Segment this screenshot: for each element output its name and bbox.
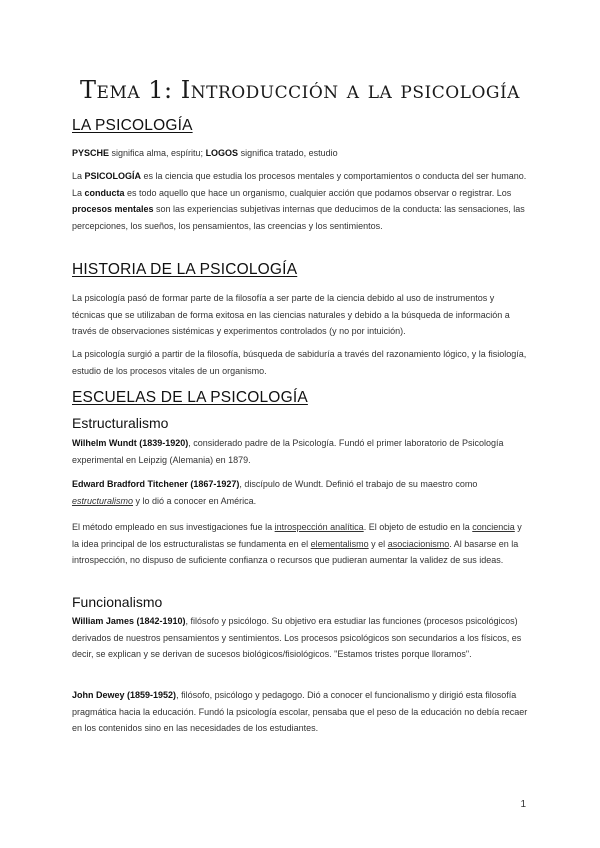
paragraph-titchener: Edward Bradford Titchener (1867-1927), discípulo de Wundt. Definió el trabajo de su maestro como estructuralismo y lo dió a conocer en América. [72, 479, 478, 506]
section-heading-historia: HISTORIA DE LA PSICOLOGÍA [72, 261, 298, 278]
bold-term: Edward Bradford Titchener (1867-1927) [72, 479, 240, 489]
bold-term: LOGOS [205, 148, 239, 158]
bold-term: PSICOLOGÍA [84, 171, 142, 181]
paragraph-dewey: John Dewey (1859-1952), filósofo, psicólogo y pedagogo. Dió a conocer el funcionalismo y dirigió esta filosofía pragmática hacia la educación. Fundó la psicología escolar, pensaba que el peso de la educación no debía recaer en los contenidos sino en las necesidades de los estudiantes. [72, 690, 528, 733]
bold-term: Wilhelm Wundt (1839-1920) [72, 438, 189, 448]
bold-term: conducta [84, 187, 125, 198]
paragraph-psyche-logos: PYSCHE significa alma, espíritu; LOGOS significa tratado, estudio [72, 148, 338, 158]
page-title: Tema 1: Introducción a la psicología [80, 76, 520, 104]
paragraph-historia-1: La psicología pasó de formar parte de la filosofía a ser parte de la ciencia debido al uso de instrumentos y técnicas que se utilizaban de forma exitosa en las ciencias naturales y debido a la búsqueda de información a través de observaciones sistémicas y experimentos controlados (y no por intuición). [72, 293, 510, 336]
paragraph-james: William James (1842-1910), filósofo y psicólogo. Su objetivo era estudiar las funciones (procesos psicológicos) derivados de nuestros pensamientos y sentimientos. Los procesos psicológicos son secundarios a los físicos, es decir, se explican y se derivan de sucesos biológicos/fisiológicos. "Estamos tristes porque lloramos". [72, 616, 522, 659]
underlined-term: asociacionismo [387, 538, 450, 549]
paragraph-wundt: Wilhelm Wundt (1839-1920), considerado padre de la Psicología. Fundó el primer laboratorio de Psicología experimental en Leipzig (Alemania) en 1879. [72, 438, 504, 465]
section-heading-escuelas: ESCUELAS DE LA PSICOLOGÍA [72, 389, 308, 406]
underlined-term: introspección analítica [274, 522, 364, 532]
page-number: 1 [520, 799, 526, 810]
bold-term: John Dewey (1859-1952) [72, 690, 177, 700]
underlined-term: elementalismo [310, 538, 369, 549]
bold-term: PYSCHE [72, 148, 110, 158]
bold-term: William James (1842-1910) [72, 616, 186, 626]
section-heading-psicologia: LA PSICOLOGÍA [72, 117, 193, 134]
paragraph-definicion: La PSICOLOGÍA es la ciencia que estudia los procesos mentales y comportamientos o conducta del ser humano. La conducta es todo aquello que hace un organismo, cualquier acción que podamos observar o registrar. Los procesos mentales son las experiencias subjetivas internas que deducimos de la conducta: las sensaciones, las percepciones, los sueños, los pensamientos, las creencias y los sentimientos. [72, 171, 527, 231]
paragraph-metodo: El método empleado en sus investigaciones fue la introspección analítica. El objeto de estudio en la conciencia y la idea principal de los estructuralistas se fundamenta en el elementalismo y el asociacionismo. Al basarse en la introspección, no dispuso de suficiente confianza o recursos que pudieran aumentar la validez de sus ideas. [72, 522, 522, 565]
bold-term: procesos mentales [72, 204, 154, 214]
subheading-estructuralismo: Estructuralismo [72, 415, 169, 431]
subheading-funcionalismo: Funcionalismo [72, 594, 163, 610]
paragraph-historia-2: La psicología surgió a partir de la filosofía, búsqueda de sabiduría a través del razonamiento lógico, y la fisiología, estudio de los procesos vitales de un organismo. [72, 349, 527, 376]
underlined-term: estructuralismo [72, 495, 134, 506]
underlined-term: conciencia [472, 522, 515, 532]
